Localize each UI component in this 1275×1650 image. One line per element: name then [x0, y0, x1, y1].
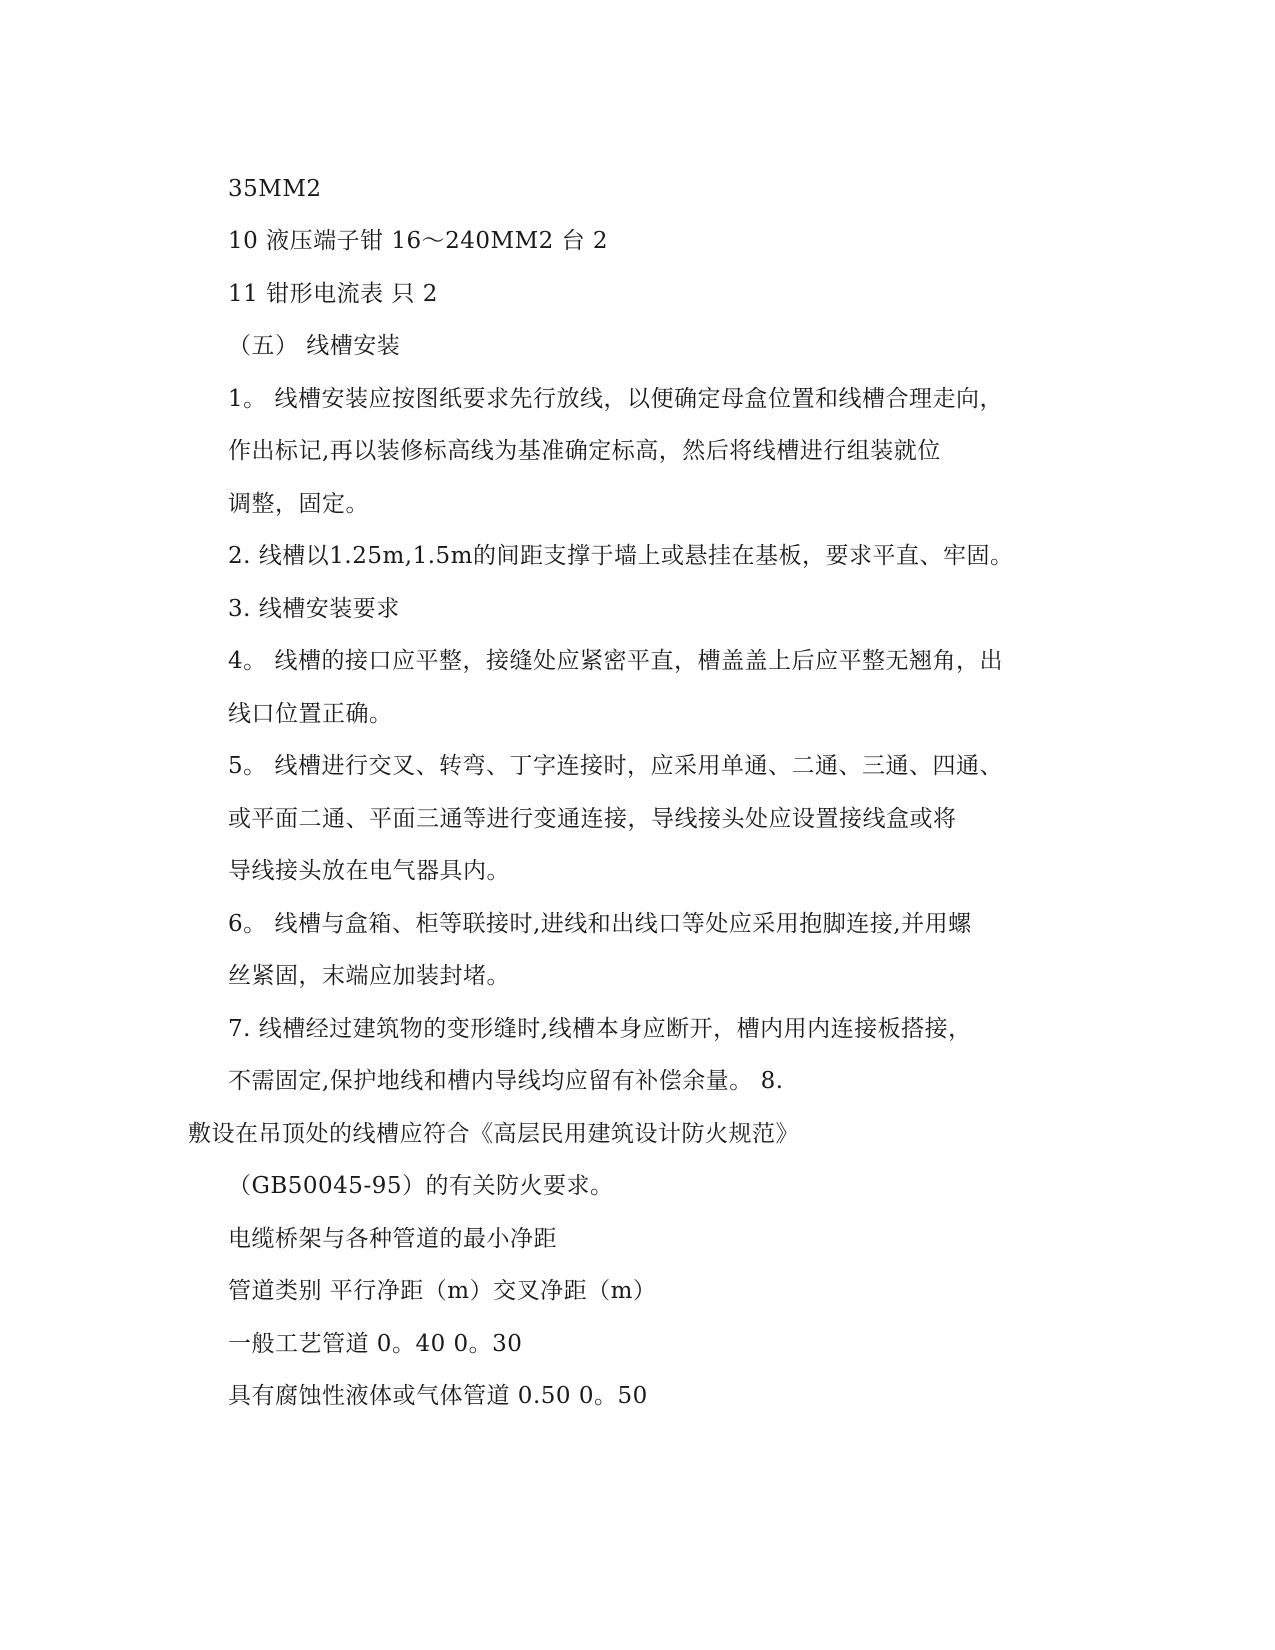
text-line-13: 或平面二通、平面三通等进行变通连接，导线接头处应设置接线盒或将	[228, 806, 957, 832]
text-line-2: 10 液压端子钳 16～240MM2 台 2	[228, 228, 609, 254]
table-row-2: 具有腐蚀性液体或气体管道 0.50 0。50	[228, 1383, 648, 1409]
text-line-16: 丝紧固，末端应加装封堵。	[228, 963, 510, 989]
table-row-1: 一般工艺管道 0。40 0。30	[228, 1331, 523, 1357]
text-line-3: 11 钳形电流表 只 2	[228, 281, 438, 307]
text-line-10: 4。 线槽的接口应平整，接缝处应紧密平直，槽盖盖上后应平整无翘角，出	[228, 648, 1003, 674]
section-heading: （五） 线槽安装	[228, 333, 401, 359]
text-line-8: 2. 线槽以1.25m,1.5m的间距支撑于墙上或悬挂在基板，要求平直、牢固。	[228, 543, 1014, 569]
text-line-7: 调整，固定。	[228, 491, 369, 517]
table-caption: 电缆桥架与各种管道的最小净距	[228, 1226, 557, 1252]
text-line-6: 作出标记,再以装修标高线为基准确定标高，然后将线槽进行组装就位	[228, 438, 941, 464]
text-line-18: 不需固定,保护地线和槽内导线均应留有补偿余量。 8.	[228, 1068, 784, 1094]
table-header-row: 管道类别 平行净距（m）交叉净距（m）	[228, 1278, 657, 1304]
text-line-14: 导线接头放在电气器具内。	[228, 858, 510, 884]
text-line-11: 线口位置正确。	[228, 701, 393, 727]
text-line-15: 6。 线槽与盒箱、柜等联接时,进线和出线口等处应采用抱脚连接,并用螺	[228, 911, 972, 937]
text-line-20: （GB50045-95）的有关防火要求。	[228, 1173, 614, 1199]
text-line-17: 7. 线槽经过建筑物的变形缝时,线槽本身应断开，槽内用内连接板搭接，	[228, 1016, 972, 1042]
text-line-1: 35MM2	[228, 176, 322, 202]
text-line-19: 敷设在吊顶处的线槽应符合《高层民用建筑设计防火规范》	[188, 1121, 799, 1147]
text-line-9: 3. 线槽安装要求	[228, 596, 400, 622]
text-line-5: 1。 线槽安装应按图纸要求先行放线，以便确定母盒位置和线槽合理走向，	[228, 386, 1003, 412]
text-line-12: 5。 线槽进行交叉、转弯、丁字连接时，应采用单通、二通、三通、四通、	[228, 753, 1003, 779]
